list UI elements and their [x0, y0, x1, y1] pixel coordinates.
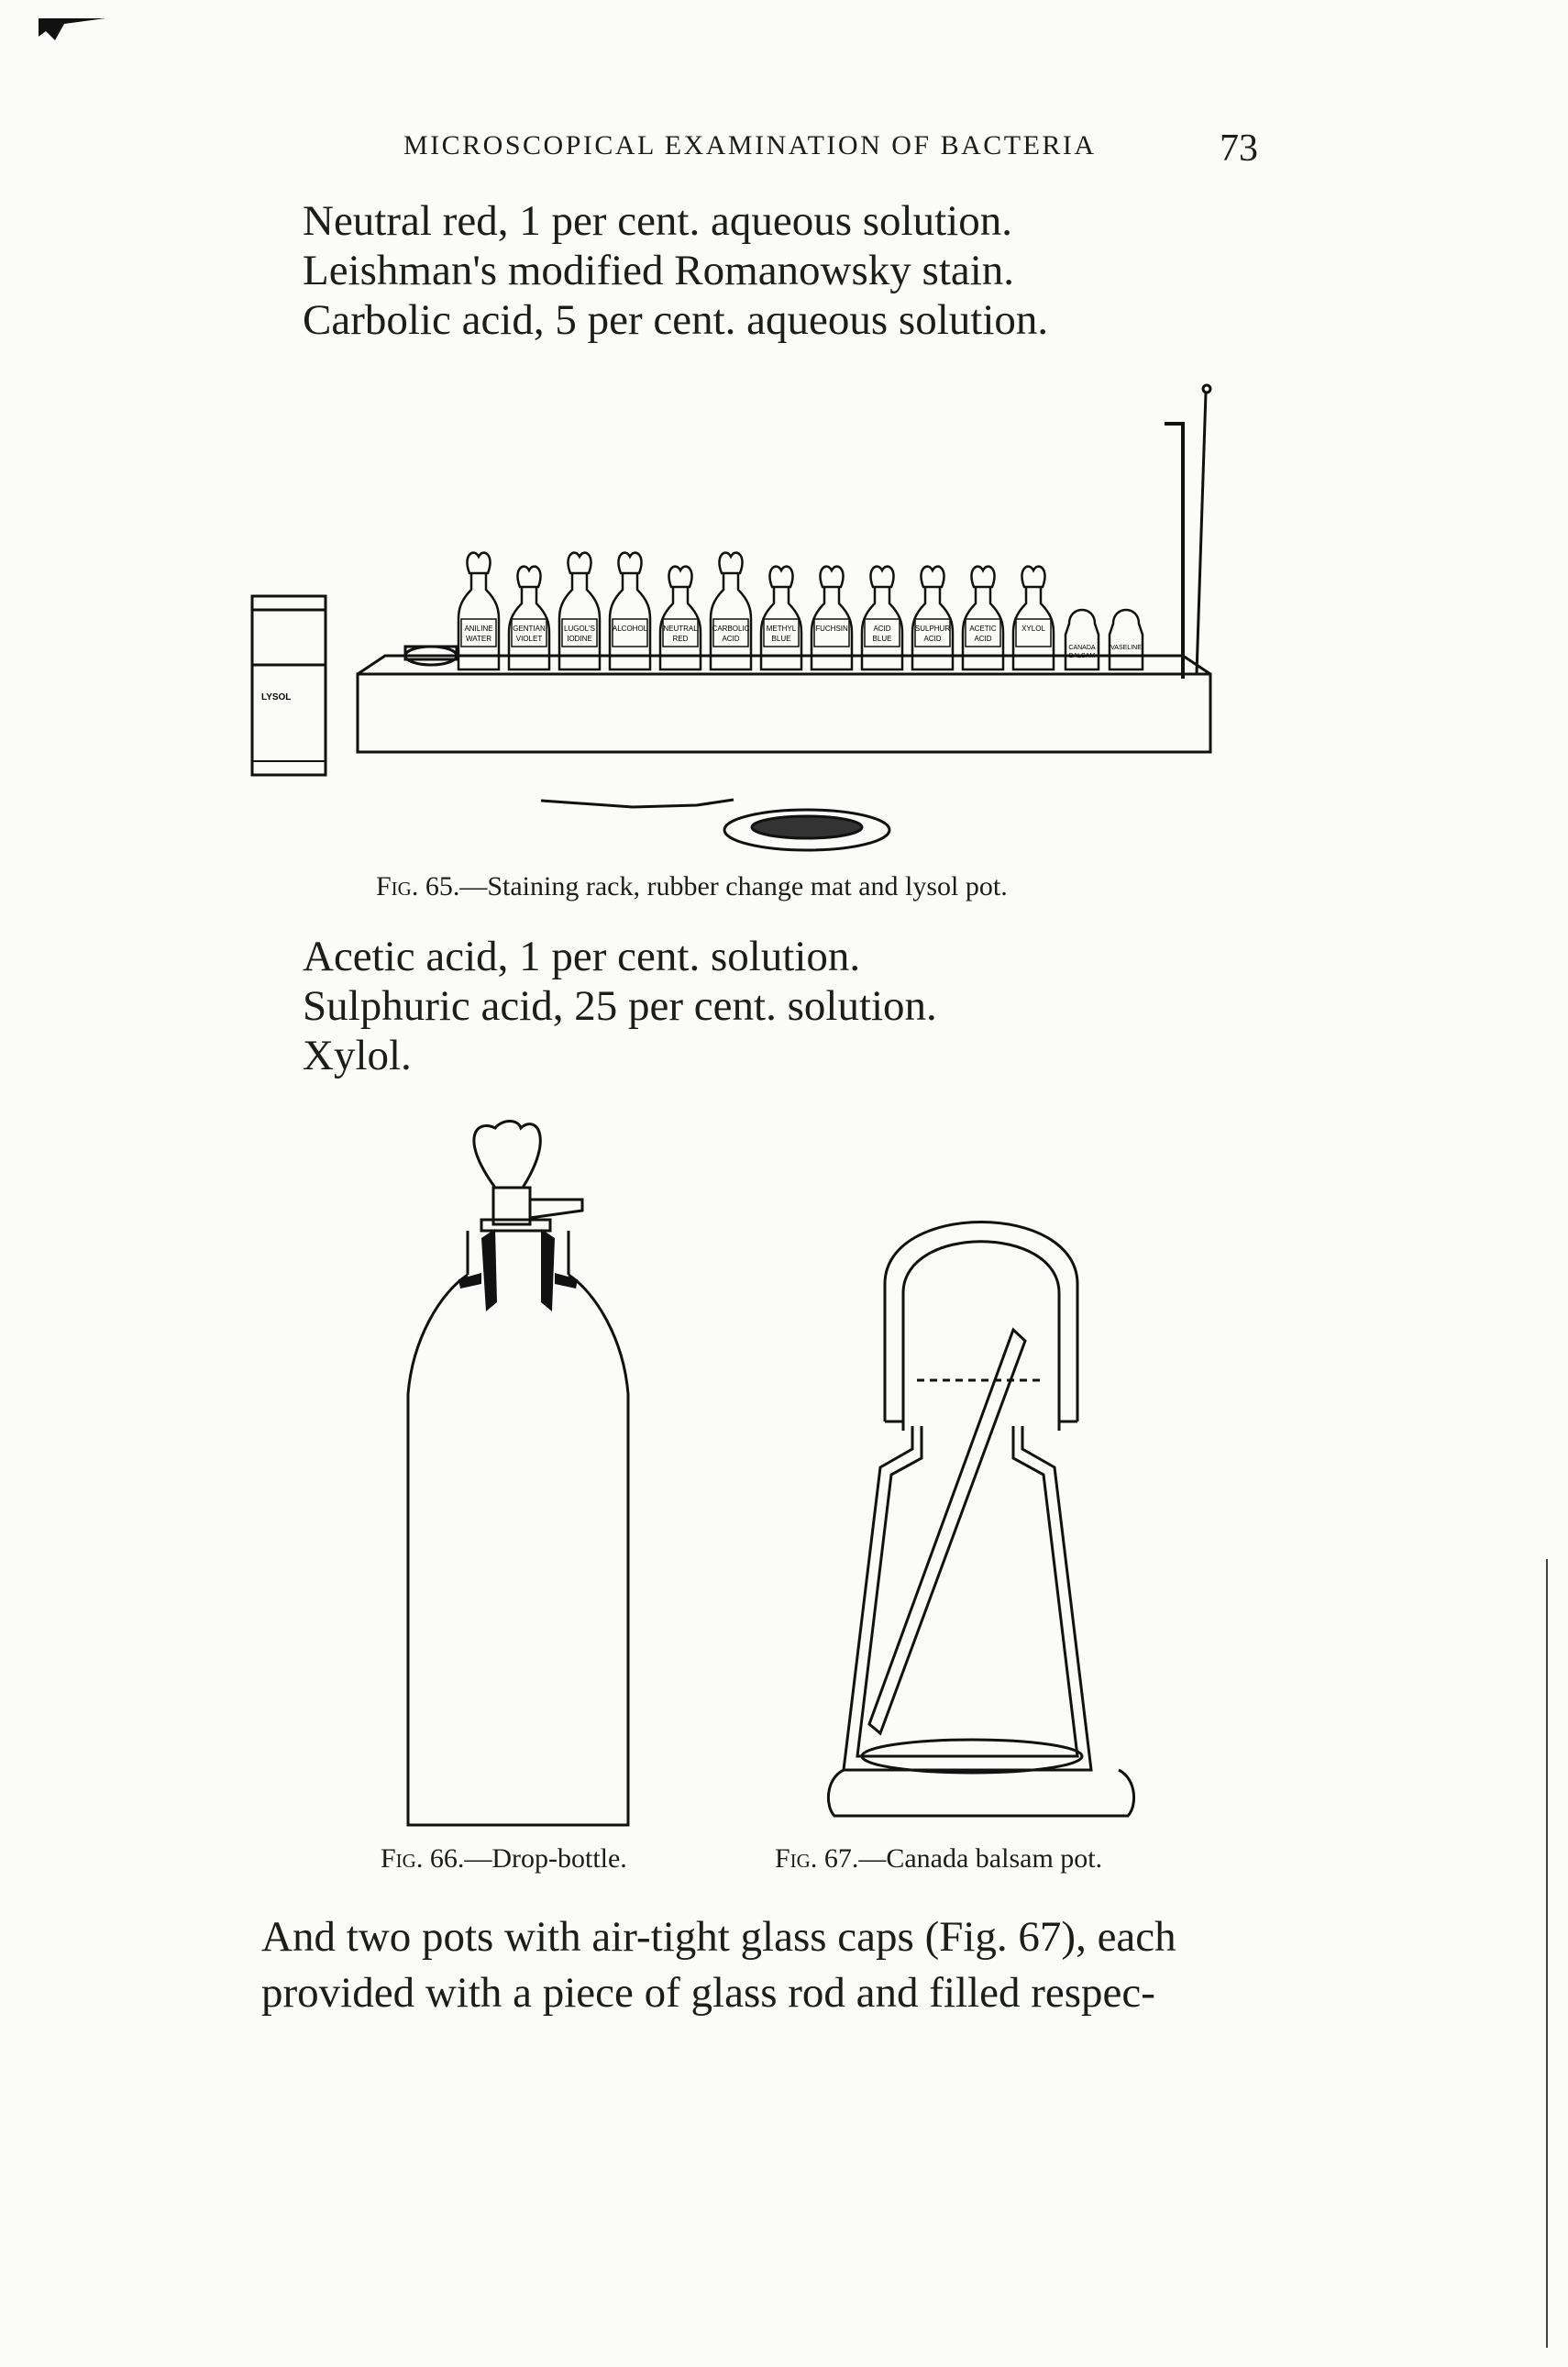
reagent-bottle: [761, 567, 801, 669]
staining-rack-figure: [238, 376, 1284, 871]
reagent-bottle: [812, 567, 852, 669]
lysol-label: LYSOL: [261, 692, 292, 702]
bottle-label: METHYL: [766, 625, 797, 633]
bottle-label: XYLOL: [1021, 625, 1045, 633]
bottle-label: CARBOLIC: [712, 625, 750, 633]
bottle-label: ACETIC: [969, 625, 997, 633]
rack-base: [358, 674, 1210, 752]
small-pot: [1110, 610, 1143, 669]
reagent-bottle: [1013, 567, 1054, 669]
page-edge-line: [1545, 1559, 1549, 2348]
bottle-label: BLUE: [771, 635, 791, 643]
body-text-line: provided with a piece of glass rod and filled respec-: [261, 1969, 1155, 2017]
reagent-bottle: [963, 567, 1003, 669]
reagent-bottle: [660, 567, 701, 669]
small-pot: [1066, 610, 1099, 669]
list-item: Sulphuric acid, 25 per cent. solution.: [303, 982, 937, 1030]
page-number: 73: [1220, 127, 1258, 170]
list-item: Xylol.: [303, 1032, 412, 1079]
bottle-label: FUCHSIN: [815, 625, 848, 633]
list-item: Carbolic acid, 5 per cent. aqueous solution.: [303, 296, 1049, 344]
bottle-label: ALCOHOL: [612, 625, 648, 633]
bottle-label: BLUE: [872, 635, 892, 643]
bottle-label: LUGOL'S: [564, 625, 595, 633]
bottle-label: IODINE: [567, 635, 592, 643]
rubber-teat: [474, 1122, 540, 1189]
reagent-bottle: [711, 553, 751, 669]
glass-cap: [885, 1222, 1077, 1422]
bottle-label: NEUTRAL: [663, 625, 698, 633]
reagent-bottle: [610, 553, 650, 669]
list-item: Leishman's modified Romanowsky stain.: [303, 247, 1015, 294]
bottle-label: GENTIAN: [513, 625, 546, 633]
pot-label: VASELINE: [1110, 645, 1142, 651]
pot-label: CANADA: [1068, 645, 1096, 651]
reagent-bottle: [509, 567, 549, 669]
bottle-label: WATER: [466, 635, 491, 643]
pot-label: BALSAM: [1068, 653, 1096, 659]
bottle-label: SULPHUR: [914, 625, 951, 633]
figure-caption-65: Fig. 65.—Staining rack, rubber change mat and lysol pot.: [376, 871, 1008, 901]
bottle-label: ACID: [974, 635, 992, 643]
bottle-label: ACID: [873, 625, 891, 633]
glass-rod: [869, 1330, 1025, 1733]
corner-mark: [37, 11, 110, 48]
pipette: [541, 800, 734, 807]
balsam-pot-figure: [816, 1183, 1146, 1834]
lysol-pot: [252, 596, 326, 775]
bottle-label: ANILINE: [464, 625, 493, 633]
list-item: Neutral red, 1 per cent. aqueous solution.: [303, 197, 1012, 245]
reagent-bottle: [912, 567, 953, 669]
running-header: MICROSCOPICAL EXAMINATION OF BACTERIA: [403, 130, 1097, 160]
drop-bottle-figure: [394, 1119, 642, 1843]
body-text-line: And two pots with air-tight glass caps (Fig. 67), each: [261, 1913, 1176, 1961]
reagent-bottle: [458, 553, 499, 669]
reagent-bottle: [862, 567, 902, 669]
bottle-label: RED: [672, 635, 689, 643]
reagent-bottle: [559, 553, 600, 669]
bottle-label: VIOLET: [515, 635, 543, 643]
figure-caption-66: Fig. 66.—Drop-bottle.: [381, 1843, 627, 1874]
list-item: Acetic acid, 1 per cent. solution.: [303, 933, 861, 980]
figure-caption-67: Fig. 67.—Canada balsam pot.: [775, 1843, 1103, 1874]
bottle-label: ACID: [722, 635, 740, 643]
bottle-label: ACID: [923, 635, 942, 643]
